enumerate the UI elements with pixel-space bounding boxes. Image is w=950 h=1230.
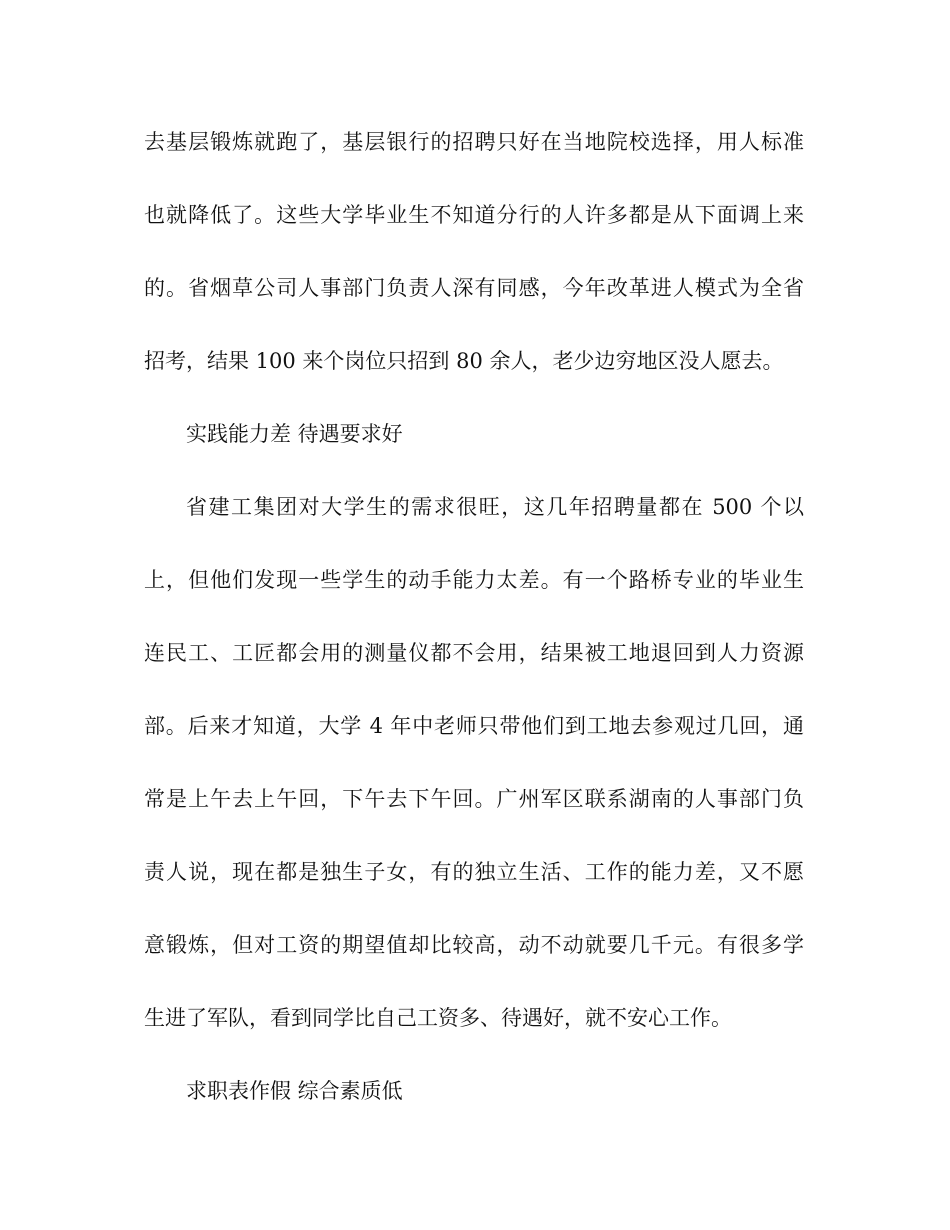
paragraph-line: 省建工集团对大学生的需求很旺，这几年招聘量都在 500 个以 [186,495,804,519]
paragraph-line: 意锻炼，但对工资的期望值却比较高，动不动就要几千元。有很多学 [144,933,804,957]
paragraph-line: 责人说，现在都是独生子女，有的独立生活、工作的能力差，又不愿 [144,860,804,884]
paragraph-line: 招考，结果 100 来个岗位只招到 80 余人，老少边穷地区没人愿去。 [144,349,784,373]
paragraph-line: 上，但他们发现一些学生的动手能力太差。有一个路桥专业的毕业生 [144,568,804,592]
section-heading: 求职表作假 综合素质低 [186,1079,403,1103]
paragraph-line: 去基层锻炼就跑了，基层银行的招聘只好在当地院校选择，用人标准 [144,130,804,154]
paragraph-line: 常是上午去上午回，下午去下午回。广州军区联系湖南的人事部门负 [144,787,804,811]
section-heading: 实践能力差 待遇要求好 [186,422,403,446]
paragraph-line: 生进了军队，看到同学比自己工资多、待遇好，就不安心工作。 [144,1006,732,1030]
paragraph-line: 也就降低了。这些大学毕业生不知道分行的人许多都是从下面调上来 [144,203,804,227]
paragraph-line: 的。省烟草公司人事部门负责人深有同感，今年改革进人模式为全省 [144,276,804,300]
paragraph-line: 部。后来才知道，大学 4 年中老师只带他们到工地去参观过几回，通 [144,714,804,738]
paragraph-line: 连民工、工匠都会用的测量仪都不会用，结果被工地退回到人力资源 [144,641,804,665]
